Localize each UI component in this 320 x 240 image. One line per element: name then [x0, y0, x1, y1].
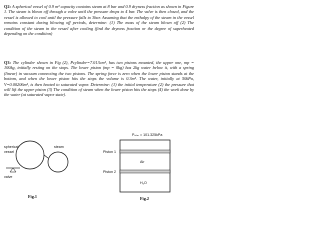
- figure-2: [103, 133, 170, 201]
- piston-1: [120, 150, 170, 153]
- fig1-label-steam: steam: [54, 145, 64, 149]
- piston-2-label: Piston 2: [103, 170, 116, 174]
- q3-text: The cylinder shown in Fig (2), Pcylinder=7.013cm², has two pistons mounted, the upper one, mp = 100kg, initially resting on the stops. The lower piston (mp = 0kg) has 2kg water below it, with a spring (linear) in vacuum connecting the two pistons. The spring force is zero when the lower piston stands at the bottom, and when the lower piston hits the stops the volume is 0.3m³. The water, initially at 50kPa, V=0.00206m³, is then heated to saturated vapor. Determine: (1) the initial temperature (2) the pressure that will lift the upper piston (3) The condition of steam when the lower piston hits the stops (4) the work done by the water (at saturated vapor state).: [4, 60, 194, 98]
- fig1-label-spherical: spherical: [4, 145, 19, 149]
- valve-icon: [10, 168, 16, 172]
- connecting-pipe: [44, 155, 48, 158]
- piston-2: [120, 170, 170, 173]
- fig2-air-label: Air: [140, 160, 145, 164]
- q3-label: Q3:: [4, 60, 11, 65]
- fig2-top-label: Pₐₜₘ = 101.325kPa: [132, 133, 163, 137]
- fig1-caption: Fig.1: [28, 194, 37, 199]
- steam-drum-shape: [48, 152, 68, 172]
- figure-1: [4, 141, 68, 199]
- fig1-label-vessel: vessel: [4, 150, 15, 154]
- fig1-label-valve: valve: [4, 175, 13, 179]
- q2-label: Q2:: [4, 4, 11, 9]
- q2-text: A spherical vessel of 0.9 m³ capacity contains steam at 8 bar and 0.9 dryness fraction as shown in Figure 1. The steam is blown off through a valve until the pressure drops to 4 bar. The valve is then closed, and the vessel is allowed to cool until the pressure falls to 3bar. Assuming that the enthalpy of the steam in the vessel remains constant during blowing off periods, determine: (1) The mass of the steam blown off (2) The condition of the steam in the vessel after cooling (find the dryness fraction or the degree of superheated depending on the condition): [4, 4, 194, 37]
- piston-1-label: Piston 1: [103, 150, 116, 154]
- fig2-h2o-label: H₂O: [140, 181, 147, 185]
- fig2-caption: Fig.2: [140, 196, 149, 201]
- spherical-vessel-shape: [16, 141, 44, 169]
